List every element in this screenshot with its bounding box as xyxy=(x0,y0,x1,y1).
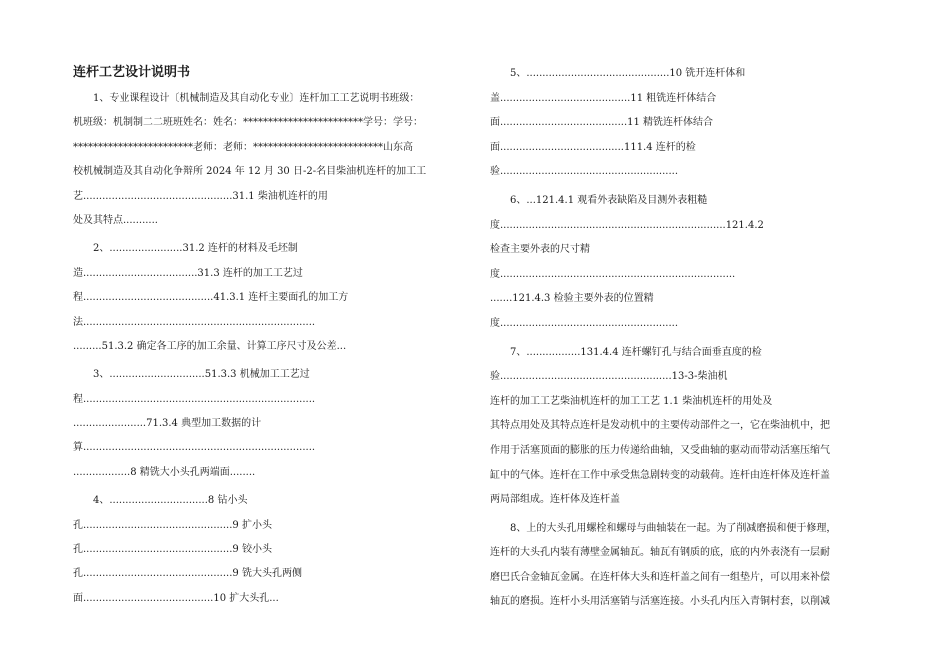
text-line: 算......................................................................... xyxy=(73,442,316,454)
right-column xyxy=(490,62,878,619)
paragraph-first-line: 7、.................131.4.4 连杆螺钉孔与结合面垂直度的检 xyxy=(510,346,762,358)
text-line: .........51.3.2 确定各工序的加工余量、计算工序尺寸及公差... xyxy=(73,340,347,352)
text-line: 作用于活塞顶面的膨胀的压力传递给曲轴，又受曲轴的驱动而带动活塞压缩气 xyxy=(490,444,830,456)
text-line: ************************老师：老师：**************************山东高 xyxy=(73,141,413,153)
document-title: 连杆工艺设计说明书 xyxy=(73,65,191,80)
text-line: .......................71.3.4 典型加工数据的计 xyxy=(73,418,262,430)
paragraph-first-line: 8、上的大头孔用螺栓和螺母与曲轴装在一起。为了削减磨损和便于修理， xyxy=(510,522,837,534)
paragraph xyxy=(490,341,878,513)
text-line: 造....................................31.3 连杆的加工工艺过 xyxy=(73,267,303,279)
text-line: 校机械制造及其自动化争辩所 2024 年 12 月 30 日-2-名目柴油机连杆的加工工 xyxy=(73,166,427,178)
paragraph xyxy=(490,189,878,337)
text-line: 机班级：机制制二二班班姓名：姓名：************************学号：学号： xyxy=(73,117,423,129)
paragraph xyxy=(490,62,878,185)
text-line: 孔...............................................9 铰小头 xyxy=(73,544,272,556)
paragraph xyxy=(490,517,878,615)
text-line: 其特点用处及其特点连杆是发动机中的主要传动部件之一，它在柴油机中，把 xyxy=(490,420,830,432)
text-line: 两局部组成。连杆体及连杆盖 xyxy=(490,494,620,506)
text-line: 度.......................................................................... xyxy=(490,268,736,280)
text-line: .......121.4.3 检验主要外表的位置精 xyxy=(490,293,654,305)
paragraph xyxy=(73,489,457,611)
paragraph xyxy=(73,237,457,359)
text-line: 轴瓦的磨损。连杆小头用活塞销与活塞连接。小头孔内压入青铜村套，以削减 xyxy=(490,596,830,608)
text-line: 面.......................................111.4 连杆的检 xyxy=(490,141,696,153)
text-line: 度.......................................................................121.4.2 xyxy=(490,219,764,231)
text-line: 孔...............................................9 扩小头 xyxy=(73,519,272,531)
text-line: 连杆的大头孔内装有薄壁金属轴瓦。轴瓦有钢质的底，底的内外表浇有一层耐 xyxy=(490,547,830,559)
text-line: 检查主要外表的尺寸精 xyxy=(490,244,590,256)
text-line: 盖.........................................11 粗铣连杆体结合 xyxy=(490,92,717,104)
text-line: 面........................................11 精铣连杆体结合 xyxy=(490,117,714,129)
paragraph-first-line: 1、专业课程设计〔机械制造及其自动化专业〕连杆加工工艺说明书班级： xyxy=(93,93,420,104)
paragraph-first-line: 5、.............................................10 铣开连杆体和 xyxy=(510,68,746,79)
text-line: 法......................................................................... xyxy=(73,316,316,328)
left-column xyxy=(73,62,457,615)
text-line: 验......................................................13-3-柴油机 xyxy=(490,371,728,383)
paragraph xyxy=(73,87,457,233)
text-line: 程.........................................41.3.1 连杆主要面孔的加工方 xyxy=(73,292,349,304)
paragraph-first-line: 4、...............................8 钻小头 xyxy=(93,495,248,507)
text-line: 磨巴氏合金轴瓦金属。在连杆体大头和连杆盖之间有一组垫片，可以用来补偿 xyxy=(490,571,830,583)
text-line: 艺...............................................31.1 柴油机连杆的用 xyxy=(73,190,328,202)
paragraph-first-line: 3、..............................51.3.3 机械加工工艺过 xyxy=(93,369,310,381)
paragraph-first-line: 2、.......................31.2 连杆的材料及毛坯制 xyxy=(93,243,298,255)
text-line: 连杆的加工工艺柴油机连杆的加工工艺 1.1 柴油机连杆的用处及 xyxy=(490,395,773,407)
text-line: 程......................................................................... xyxy=(73,393,316,405)
text-line: 验........................................................ xyxy=(490,166,679,178)
text-line: 面.........................................10 扩大头孔... xyxy=(73,592,279,604)
text-line: ..................8 精铣大小头孔两端面........ xyxy=(73,466,256,478)
paragraph-first-line: 6、...121.4.1 观看外表缺陷及目测外表粗糙 xyxy=(510,194,708,206)
text-line: 孔...............................................9 铣大头孔两侧 xyxy=(73,568,302,580)
text-line: 度........................................................ xyxy=(490,317,679,329)
paragraph xyxy=(73,363,457,485)
text-line: 处及其特点........... xyxy=(73,214,158,226)
text-line: 缸中的气体。连杆在工作中承受焦急剧转变的动载荷。连杆由连杆体及连杆盖 xyxy=(490,469,830,481)
